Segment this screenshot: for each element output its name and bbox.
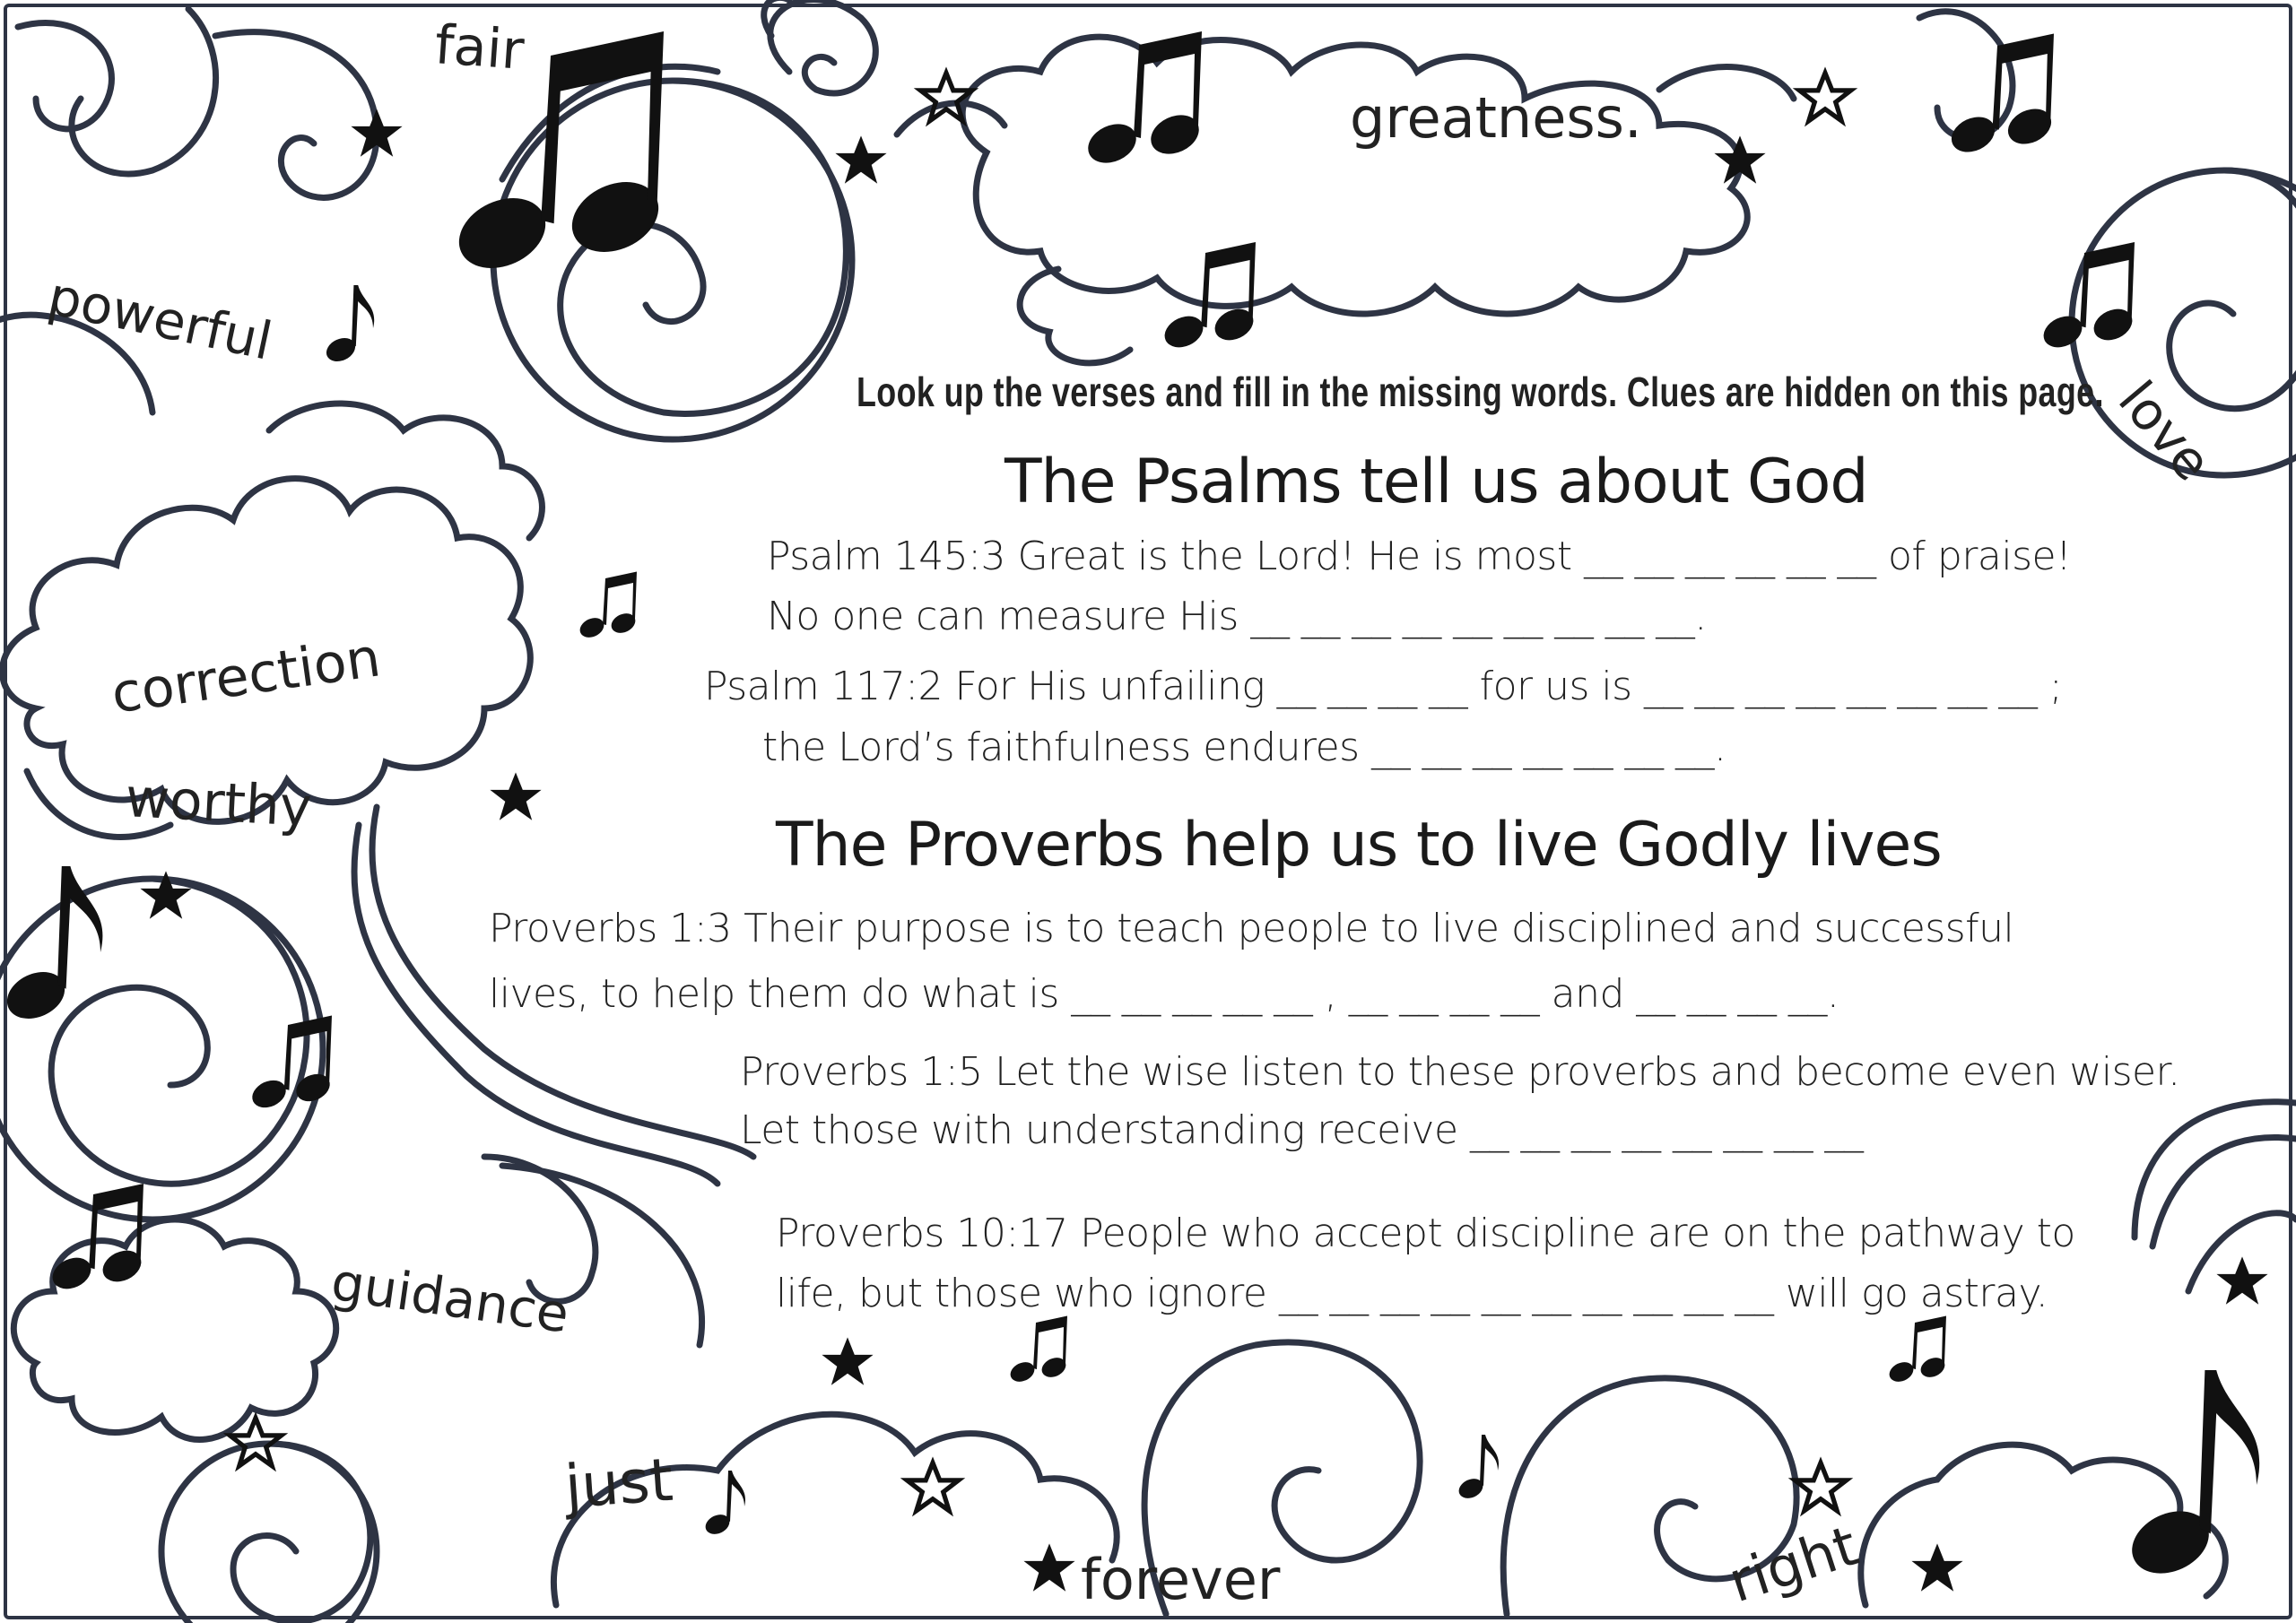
proverbs-10-17-line-2: life, but those who ignore __ __ __ __ __ __ __ __ __ __ will go astray. (776, 1271, 2048, 1316)
proverbs-1-3-line-1: Proverbs 1:3 Their purpose is to teach people to live disciplined and successful (489, 906, 2014, 951)
clue-word-powerful: powerful (42, 265, 278, 372)
proverbs-1-5-line-2: Let those with understanding receive __ __ __ __ __ __ __ __ (740, 1107, 1864, 1153)
clue-word-love: love (2106, 369, 2224, 493)
psalm-117-2-line-2: the Lord’s faithfulness endures __ __ __ __ __ __ __. (762, 725, 1726, 770)
psalm-145-3-line-1: Psalm 145:3 Great is the Lord! He is most __ __ __ __ __ __ of praise! (767, 534, 2072, 579)
proverbs-1-5-line-1: Proverbs 1:5 Let the wise listen to these proverbs and become even wiser. (740, 1049, 2180, 1095)
clue-word-greatness: greatness. (1350, 85, 1642, 151)
clue-word-guidance: guidance (327, 1251, 573, 1345)
proverbs-heading: The Proverbs help us to live Godly lives (776, 810, 1942, 881)
proverbs-10-17-line-1: Proverbs 10:17 People who accept discipline are on the pathway to (776, 1211, 2075, 1256)
clue-word-correction: correction (108, 626, 385, 726)
clue-word-worthy: worthy (124, 767, 314, 839)
clue-word-right: right (1720, 1512, 1866, 1616)
clue-word-fair: fair (432, 13, 526, 82)
psalms-heading: The Psalms tell us about God (1004, 447, 1868, 517)
psalm-117-2-line-1: Psalm 117:2 For His unfailing __ __ __ __ for us is __ __ __ __ __ __ __ __ ; (704, 664, 2063, 709)
clue-word-just: just (562, 1445, 675, 1522)
clue-word-forever: forever (1081, 1547, 1281, 1612)
proverbs-1-3-line-2: lives, to help them do what is __ __ __ __ __ , __ __ __ __ and __ __ __ __. (489, 971, 1839, 1017)
psalm-145-3-line-2: No one can measure His __ __ __ __ __ __ __ __ __. (767, 594, 1707, 639)
instructions: Look up the verses and fill in the missing words. Clues are hidden on this page. (857, 369, 2104, 415)
